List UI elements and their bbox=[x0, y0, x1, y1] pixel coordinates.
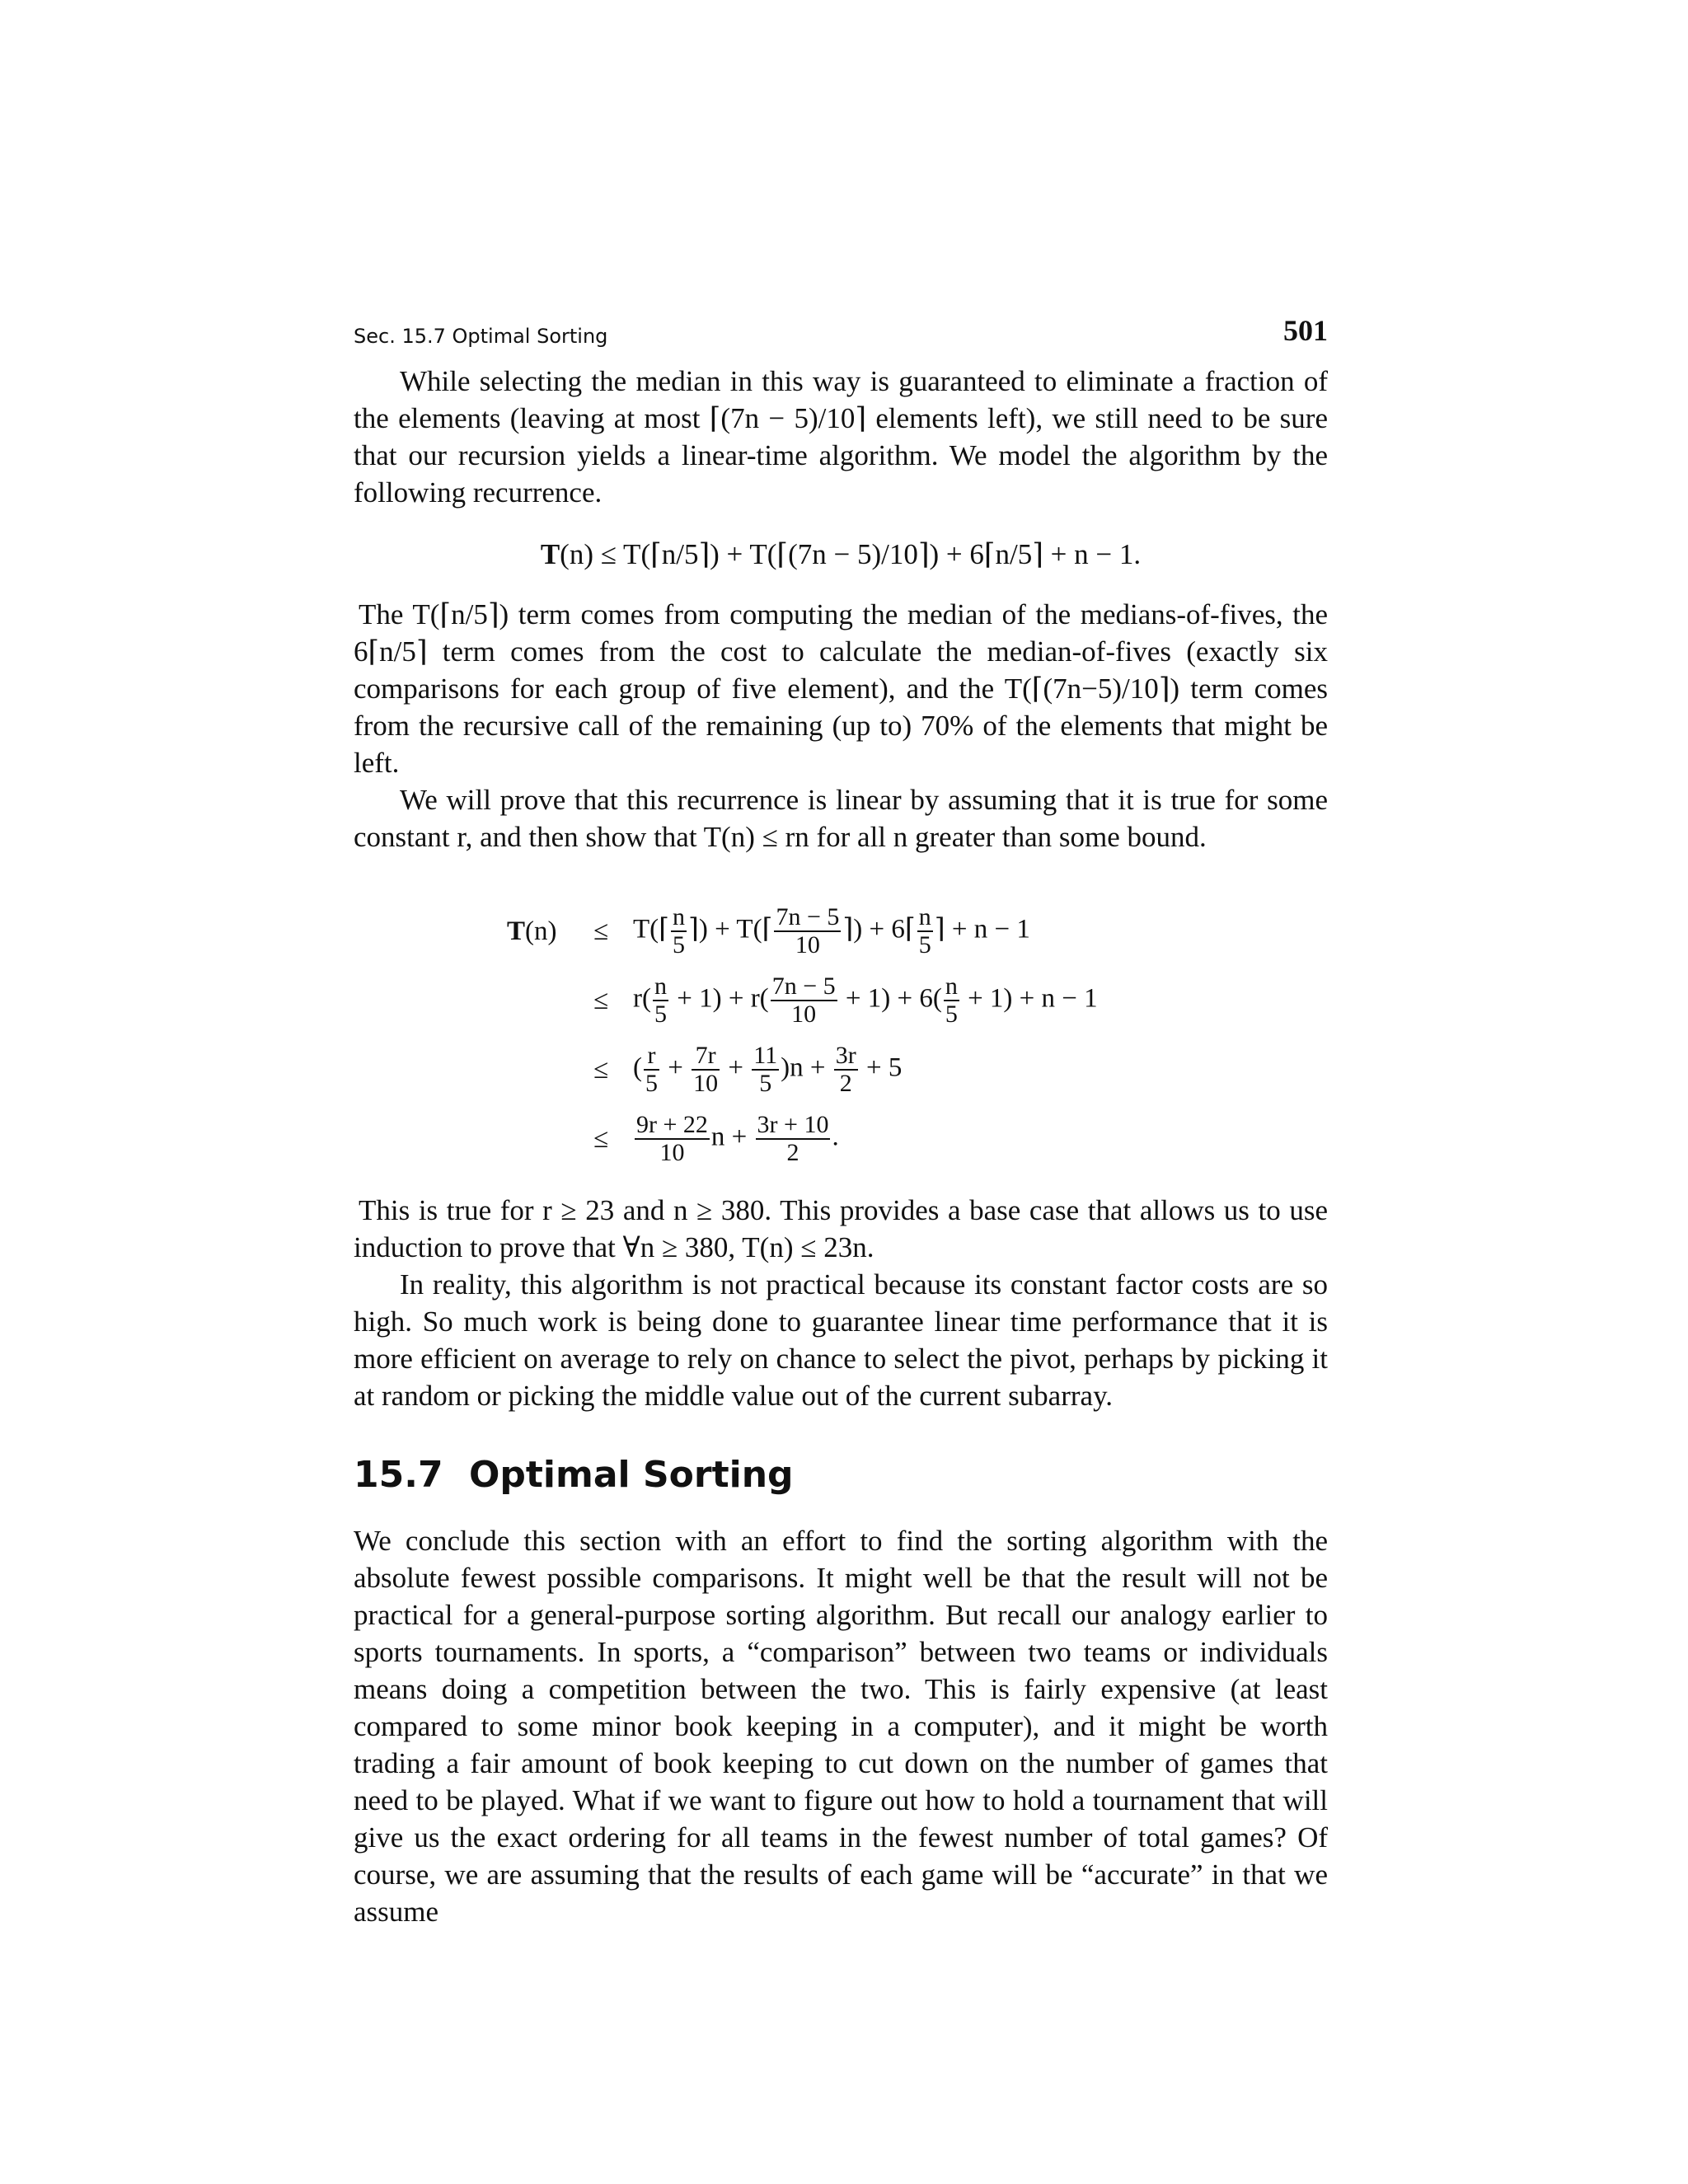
denominator: 5 bbox=[645, 1070, 658, 1097]
denominator: 2 bbox=[834, 1069, 858, 1097]
r3-part-a: ( bbox=[633, 1052, 642, 1083]
numerator: n bbox=[945, 972, 958, 1000]
fraction bbox=[644, 1043, 659, 1097]
numerator: 7r bbox=[695, 1042, 716, 1069]
running-head-section: Sec. 15.7 Optimal Sorting bbox=[354, 325, 608, 348]
numerator: 11 bbox=[753, 1042, 778, 1069]
paragraph-term-explanation: The T(⌈n/5⌉) term comes from computing the median of the medians-of-fives, the 6⌈n/5⌉ term comes from the cost to calculate the median-of-fives (exactly six comparisons for each group of five element), and the T(⌈(7n−5)/10⌉) term comes from the recursive call of the remaining (up to) 70% of the elements that might be left. bbox=[354, 598, 1328, 779]
recurrence-lhs: T bbox=[540, 538, 560, 570]
denominator: 5 bbox=[918, 931, 931, 958]
derivation-rhs-3 bbox=[633, 1043, 902, 1097]
derivation-lhs-t: T bbox=[507, 916, 526, 946]
derivation-rhs-1 bbox=[633, 904, 1030, 958]
section-title: Optimal Sorting bbox=[469, 1454, 794, 1496]
fraction bbox=[834, 1043, 858, 1097]
paragraph-base-case: This is true for r ≥ 23 and n ≥ 380. This provides a base case that allows us to use induction to prove that ∀n ≥ 380, T(n) ≤ 23n. bbox=[354, 1194, 1328, 1263]
fraction bbox=[917, 904, 933, 958]
denominator: 5 bbox=[654, 1001, 667, 1028]
r3-part-c: + bbox=[721, 1052, 751, 1083]
fraction bbox=[692, 1043, 720, 1097]
r1-part-c: ⌉) + 6⌈ bbox=[842, 914, 916, 944]
derivation-rhs-4 bbox=[633, 1112, 839, 1166]
fraction bbox=[671, 904, 687, 958]
fraction bbox=[752, 1043, 779, 1097]
r3-part-d: )n + bbox=[781, 1052, 832, 1083]
numerator: 7n − 5 bbox=[771, 972, 836, 1000]
denominator: 5 bbox=[673, 931, 686, 958]
numerator: n bbox=[673, 903, 686, 930]
recurrence-rhs: (n) ≤ T(⌈n/5⌉) + T(⌈(7n − 5)/10⌉) + 6⌈n/5⌉ + n − 1. bbox=[560, 538, 1142, 570]
paragraph-median-selection: While selecting the median in this way is guaranteed to eliminate a fraction of the elements (leaving at most ⌈(7n − 5)/10⌉ elements left), we still need to be sure that our recursion yields a linear-time algorithm. We model the algorithm by the following recurrence. bbox=[354, 365, 1328, 509]
r2-part-a: r( bbox=[633, 983, 651, 1014]
denominator: 2 bbox=[756, 1138, 831, 1166]
paragraph-proof-intro: We will prove that this recurrence is linear by assuming that it is true for some constant r, and then show that T(n) ≤ rn for all n greater than some bound. bbox=[354, 784, 1328, 853]
paragraph-practicality: In reality, this algorithm is not practical because its constant factor costs are so high. So much work is being done to guarantee linear time performance that it is more efficient on average to rely on chance to select the pivot, perhaps by picking it at random or picking the middle value out of the current subarray. bbox=[354, 1268, 1328, 1412]
r2-part-d: + 1) + n − 1 bbox=[960, 983, 1098, 1014]
numerator: 9r + 22 bbox=[636, 1111, 708, 1138]
fraction bbox=[771, 973, 837, 1028]
page-number: 501 bbox=[1283, 314, 1328, 347]
section-heading bbox=[354, 1454, 1328, 1496]
r1-part-d: ⌉ + n − 1 bbox=[934, 914, 1030, 944]
numerator: n bbox=[654, 972, 667, 1000]
denominator: 10 bbox=[771, 1000, 837, 1028]
paragraph-optimal-sorting-intro: We conclude this section with an effort to find the sorting algorithm with the absolute fewest possible comparisons. It might well be that the result will not be practical for a general-purpose sorting algorithm. But recall our analogy earlier to sports tournaments. In sports, a “comparison” between two teams or individuals means doing a competition between the two. This is fairly expensive (at least compared to some minor book keeping in a computer), and it might be worth trading a fair amount of book keeping to cut down on the number of games that need to be played. What if we want to figure out how to hold a tournament that will give us the exact ordering for all teams in the fewest number of total games? Of course, we are assuming that the results of each game will be “accurate” in that we assume bbox=[354, 1525, 1328, 1928]
r2-part-b: + 1) + r( bbox=[669, 983, 769, 1014]
recurrence-equation bbox=[354, 536, 1328, 573]
numerator: r bbox=[647, 1042, 656, 1069]
r4-part-b: n + bbox=[710, 1122, 754, 1152]
r3-part-e: + 5 bbox=[859, 1052, 903, 1083]
r1-part-b: ⌉) + T(⌈ bbox=[688, 914, 773, 944]
section-number: 15.7 bbox=[354, 1454, 443, 1496]
derivation-row-1 bbox=[507, 897, 1328, 966]
derivation-row-2 bbox=[507, 966, 1328, 1035]
fraction bbox=[653, 973, 668, 1028]
numerator: 3r + 10 bbox=[757, 1111, 829, 1138]
fraction bbox=[756, 1112, 831, 1166]
denominator: 10 bbox=[635, 1138, 710, 1166]
relation-leq: ≤ bbox=[593, 985, 609, 1015]
r2-part-c: + 1) + 6( bbox=[838, 983, 942, 1014]
page bbox=[354, 313, 1328, 1930]
derivation-lhs-n: (n) bbox=[525, 916, 557, 946]
denominator: 5 bbox=[752, 1069, 779, 1097]
numerator: n bbox=[918, 903, 931, 930]
derivation-row-4 bbox=[507, 1104, 1328, 1174]
derivation-lhs bbox=[507, 916, 569, 947]
numerator: 7n − 5 bbox=[776, 903, 840, 930]
denominator: 10 bbox=[774, 930, 841, 958]
derivation-row-3 bbox=[507, 1035, 1328, 1104]
relation-leq: ≤ bbox=[593, 916, 609, 946]
r3-part-b: + bbox=[661, 1052, 691, 1083]
fraction bbox=[774, 904, 841, 958]
numerator: 3r bbox=[835, 1042, 856, 1069]
relation-leq: ≤ bbox=[593, 1123, 609, 1154]
derivation-rhs-2 bbox=[633, 973, 1098, 1028]
derivation-block bbox=[507, 897, 1328, 1174]
running-head bbox=[354, 313, 1328, 363]
r4-part-c: . bbox=[832, 1122, 839, 1152]
fraction bbox=[635, 1112, 710, 1166]
fraction bbox=[944, 973, 959, 1028]
r1-part-a: T(⌈ bbox=[633, 914, 670, 944]
denominator: 10 bbox=[693, 1070, 719, 1097]
relation-leq: ≤ bbox=[593, 1054, 609, 1085]
denominator: 5 bbox=[945, 1001, 958, 1028]
